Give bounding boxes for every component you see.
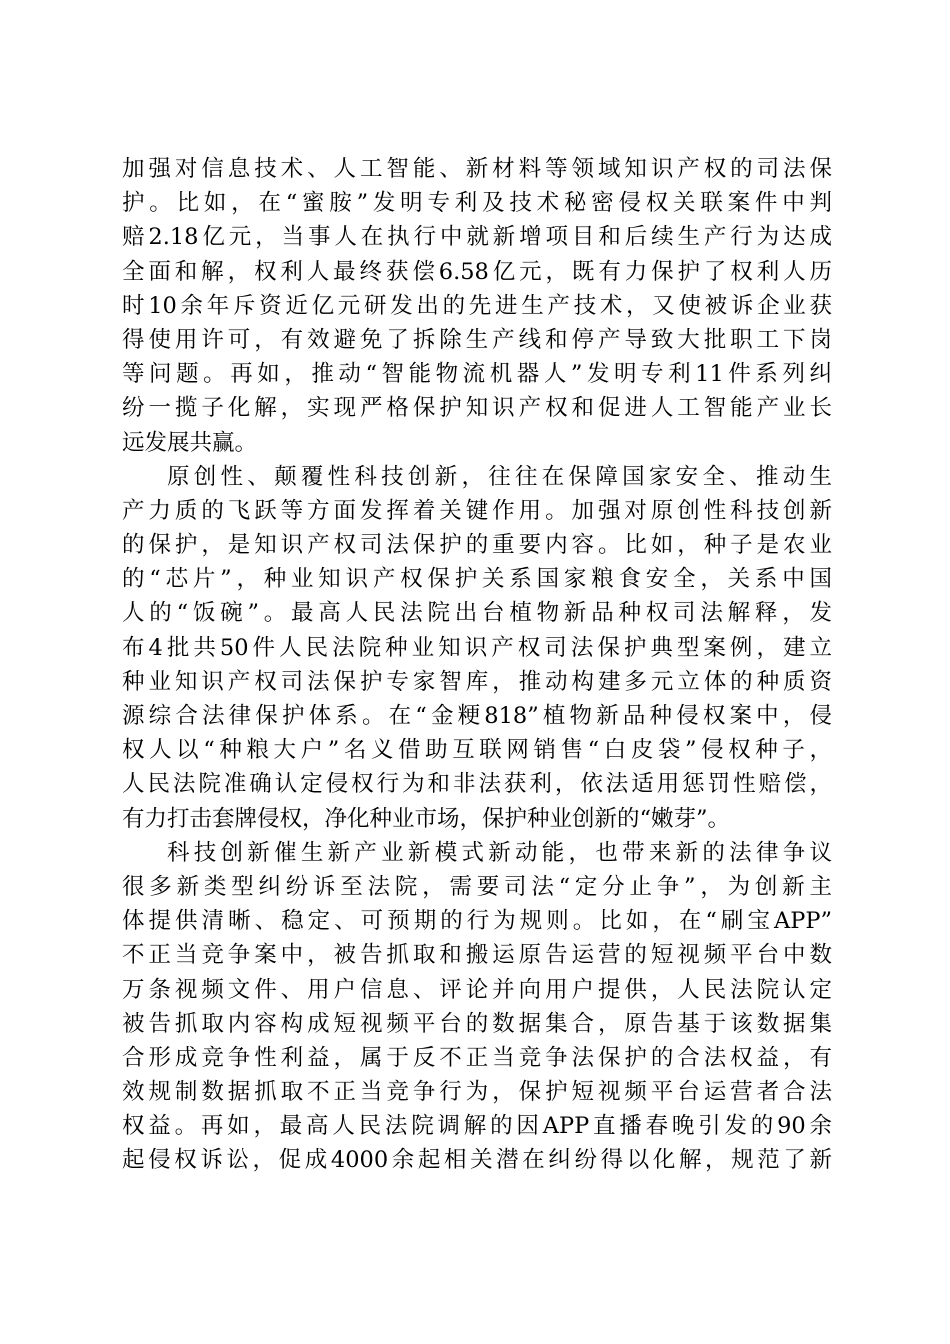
text-line: 的保护，是知识产权司法保护的重要内容。比如，种子是农业	[122, 532, 832, 559]
body-text	[122, 152, 832, 1178]
text-line: 远发展共赢。	[122, 429, 258, 456]
text-line: 体提供清晰、稳定、可预期的行为规则。比如，在“刷宝APP”	[122, 908, 832, 935]
text-line: 加强对信息技术、人工智能、新材料等领域知识产权的司法保	[122, 156, 832, 182]
text-line: 种业知识产权司法保护专家智库，推动构建多元立体的种质资	[122, 668, 832, 695]
text-line: 很多新类型纠纷诉至法院，需要司法“定分止争”，为创新主	[122, 873, 832, 900]
text-line: 布4批共50件人民法院种业知识产权司法保护典型案例，建立	[122, 634, 832, 661]
text-line: 全面和解，权利人最终获偿6.58亿元，既有力保护了权利人历	[122, 258, 832, 285]
text-line: 得使用许可，有效避免了拆除生产线和停产导致大批职工下岗	[122, 326, 832, 353]
text-line: 不正当竞争案中，被告抓取和搬运原告运营的短视频平台中数	[122, 942, 832, 969]
text-line: 权人以“种粮大户”名义借助互联网销售“白皮袋”侵权种子，	[122, 737, 832, 764]
text-line: 时10余年斥资近亿元研发出的先进生产技术，又使被诉企业获	[122, 292, 832, 319]
text-line: 纷一揽子化解，实现严格保护知识产权和促进人工智能产业长	[122, 395, 832, 422]
text-line: 有力打击套牌侵权，净化种业市场，保护种业创新的“嫩芽”。	[122, 805, 731, 832]
text-line: 科技创新催生新产业新模式新动能，也带来新的法律争议	[167, 839, 832, 866]
text-line: 人的“饭碗”。最高人民法院出台植物新品种权司法解释，发	[122, 600, 832, 627]
text-line: 护。比如，在“蜜胺”发明专利及技术秘密侵权关联案件中判	[122, 190, 832, 217]
text-line: 产力质的飞跃等方面发挥着关键作用。加强对原创性科技创新	[122, 497, 832, 524]
text-line: 的“芯片”，种业知识产权保护关系国家粮食安全，关系中国	[122, 566, 832, 593]
text-line: 人民法院准确认定侵权行为和非法获利，依法适用惩罚性赔偿，	[122, 771, 832, 798]
text-line: 原创性、颠覆性科技创新，往往在保障国家安全、推动生	[167, 463, 832, 490]
text-line: 万条视频文件、用户信息、评论并向用户提供，人民法院认定	[122, 976, 832, 1003]
text-line: 效规制数据抓取不正当竞争行为，保护短视频平台运营者合法	[122, 1079, 832, 1106]
text-line: 权益。再如，最高人民法院调解的因APP直播春晚引发的90余	[122, 1113, 832, 1140]
text-line: 赔2.18亿元，当事人在执行中就新增项目和后续生产行为达成	[122, 224, 832, 251]
text-line: 合形成竞争性利益，属于反不正当竞争法保护的合法权益，有	[122, 1044, 832, 1071]
text-line: 等问题。再如，推动“智能物流机器人”发明专利11件系列纠	[122, 361, 832, 388]
text-line: 被告抓取内容构成短视频平台的数据集合，原告基于该数据集	[122, 1010, 832, 1037]
text-line: 源综合法律保护体系。在“金粳818”植物新品种侵权案中，侵	[122, 703, 832, 729]
text-line: 起侵权诉讼，促成4000余起相关潜在纠纷得以化解，规范了新	[122, 1147, 832, 1174]
